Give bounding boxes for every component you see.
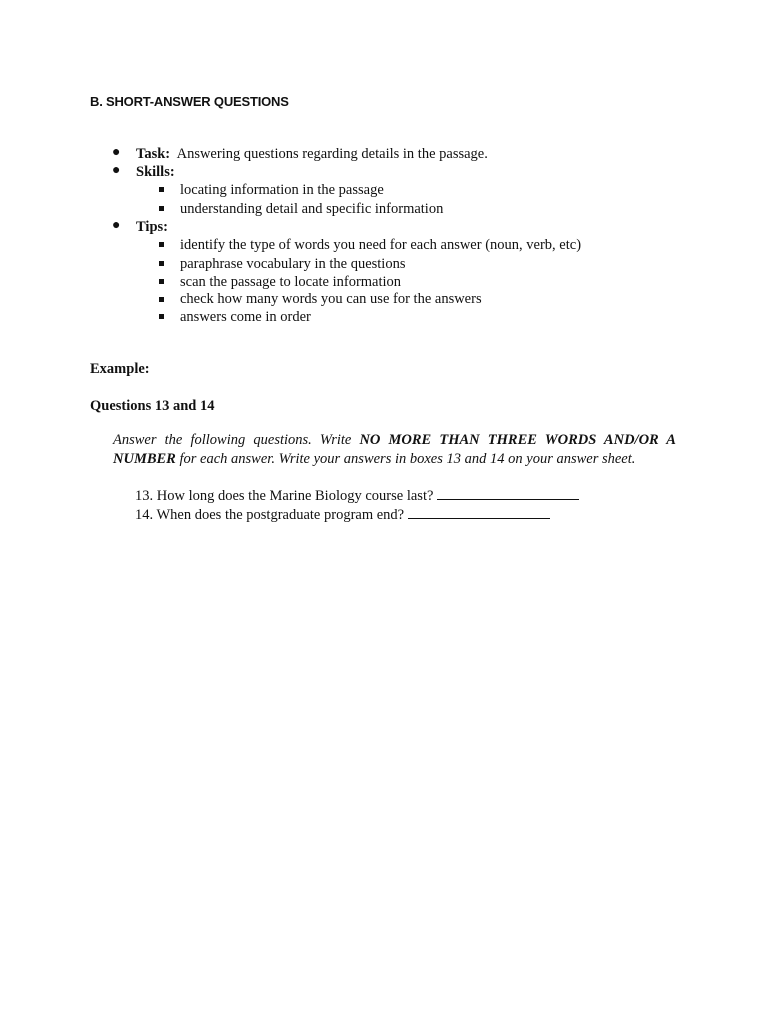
square-bullet-icon [159,187,164,192]
answer-blank[interactable] [408,504,550,519]
task-label: Task: [136,146,171,162]
tips-item: scan the passage to locate information [180,274,402,290]
section-heading: B. SHORT-ANSWER QUESTIONS [90,94,289,109]
instructions-text: for each answer. Write your answers in boxes 13 and 14 on your answer sheet. [175,450,636,467]
tips-label: Tips: [136,219,168,235]
tips-item: paraphrase vocabulary in the questions [180,256,406,272]
question-text: 13. How long does the Marine Biology course last? [135,488,434,504]
instructions-emphasis: NO MORE THAN THREE WORDS AND/OR A NUMBER [113,432,676,467]
answer-blank[interactable] [437,485,579,500]
tips-item: check how many words you can use for the answers [180,291,482,307]
bullet-icon: ● [112,163,121,178]
bullet-icon: ● [112,218,121,233]
question-line [135,504,550,524]
skills-label: Skills: [136,164,175,180]
question-text: 14. When does the postgraduate program end? [135,507,405,523]
square-bullet-icon [159,279,164,284]
question-line [135,485,579,505]
square-bullet-icon [159,297,164,302]
example-label: Example: [90,361,150,377]
square-bullet-icon [159,314,164,319]
square-bullet-icon [159,206,164,211]
skills-item: locating information in the passage [180,182,384,198]
instructions-paragraph [113,431,676,468]
tips-item: identify the type of words you need for each answer (noun, verb, etc) [180,237,582,253]
square-bullet-icon [159,242,164,247]
tips-item: answers come in order [180,309,311,325]
instructions-text: Answer the following questions. Write [113,432,360,448]
task-line [136,145,488,163]
questions-heading: Questions 13 and 14 [90,398,215,414]
bullet-icon: ● [112,145,121,160]
task-text: Answering questions regarding details in the passage. [176,146,488,162]
skills-item: understanding detail and specific information [180,201,444,217]
square-bullet-icon [159,261,164,266]
